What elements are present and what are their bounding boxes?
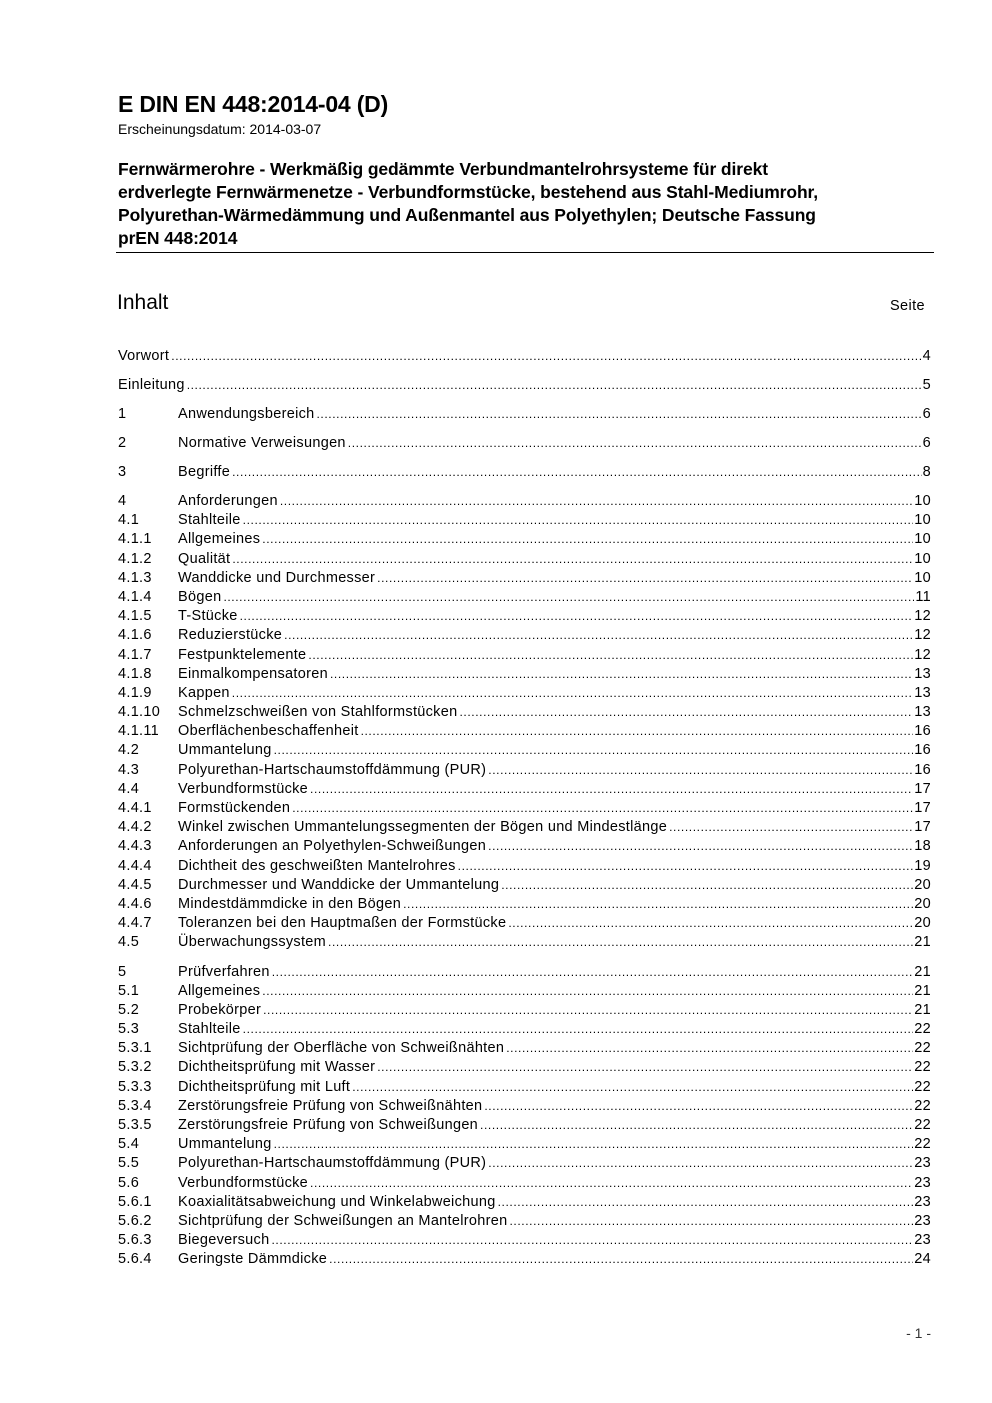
toc-leader-dots — [223, 588, 914, 607]
toc-entry[interactable] — [118, 703, 931, 722]
toc-entry-title: Festpunktelemente — [178, 646, 307, 663]
toc-entry-number: 5.3.4 — [118, 1097, 152, 1114]
toc-entry-title: Verbundformstücke — [178, 1174, 309, 1191]
toc-entry[interactable] — [118, 1250, 931, 1269]
toc-entry-page: 13 — [914, 684, 931, 701]
toc-entry[interactable] — [118, 347, 931, 376]
toc-entry-title: Reduzierstücke — [178, 627, 283, 644]
toc-entry-number: 5.3.2 — [118, 1059, 152, 1076]
toc-leader-dots — [501, 876, 913, 895]
toc-entry[interactable] — [118, 741, 931, 760]
toc-entry-page: 17 — [914, 780, 931, 797]
toc-leader-dots — [274, 1135, 914, 1154]
toc-entry[interactable] — [118, 780, 931, 799]
toc-leader-dots — [488, 837, 913, 856]
toc-entry-number: 5.3 — [118, 1021, 140, 1038]
toc-entry-page: 18 — [914, 838, 931, 855]
toc-entry-page: 24 — [914, 1251, 931, 1268]
toc-entry-title: Allgemeines — [178, 531, 261, 548]
toc-entry-page: 21 — [914, 982, 931, 999]
toc-leader-dots — [377, 1058, 913, 1077]
toc-leader-dots — [498, 1193, 914, 1212]
toc-entry-page: 13 — [914, 704, 931, 721]
toc-entry-title: Stahlteile — [178, 1021, 241, 1038]
toc-entry-number: 5.6.3 — [118, 1232, 152, 1249]
toc-entry-page: 13 — [914, 665, 931, 682]
toc-entry[interactable] — [118, 1154, 931, 1173]
toc-entry-page: 23 — [914, 1232, 931, 1249]
toc-page-column-heading: Seite — [889, 298, 925, 314]
toc-entry-number: 4.1.2 — [118, 550, 152, 567]
toc-entry[interactable] — [118, 530, 931, 549]
toc-entry-number: 4.4.1 — [118, 800, 152, 816]
toc-entry-page: 21 — [914, 1001, 931, 1018]
toc-entry-number: 5.6.4 — [118, 1251, 152, 1268]
toc-leader-dots — [232, 550, 913, 569]
toc-entry-title: Durchmesser und Wanddicke der Ummantelung — [178, 876, 500, 893]
toc-entry-title: Sichtprüfung der Schweißungen an Mantelrohren — [178, 1212, 508, 1229]
toc-entry-number: 4.3 — [118, 761, 140, 778]
toc-entry-title: Dichtheit des geschweißten Mantelrohres — [178, 857, 456, 874]
toc-entry-page: 8 — [922, 464, 931, 480]
toc-entry-page: 6 — [922, 435, 931, 451]
toc-leader-dots — [284, 626, 913, 645]
toc-entry-page: 23 — [914, 1174, 931, 1191]
toc-entry-number: 5.6 — [118, 1174, 140, 1191]
toc-entry-number: 4.1.1 — [118, 531, 152, 548]
toc-leader-dots — [480, 1116, 913, 1135]
toc-entry-title: Mindestdämmdicke in den Bögen — [178, 895, 402, 912]
toc-leader-dots — [330, 665, 913, 684]
toc-entry-title: Sichtprüfung der Oberfläche von Schweißnähten — [178, 1040, 505, 1057]
toc-entry-title: Toleranzen bei den Hauptmaßen der Formstücke — [178, 915, 507, 932]
publication-date: Erscheinungsdatum: 2014-03-07 — [118, 121, 322, 137]
toc-entry[interactable] — [118, 607, 931, 626]
toc-entry[interactable] — [118, 895, 931, 914]
toc-leader-dots — [361, 722, 914, 741]
toc-entry-page: 5 — [922, 377, 931, 393]
toc-entry[interactable] — [118, 761, 931, 780]
toc-leader-dots — [310, 780, 913, 799]
toc-entry[interactable] — [118, 511, 931, 530]
toc-entry[interactable] — [118, 1116, 931, 1135]
toc-leader-dots — [508, 914, 913, 933]
toc-entry-page: 19 — [914, 857, 931, 874]
toc-leader-dots — [262, 982, 913, 1001]
toc-entry-number: 5.6.1 — [118, 1193, 152, 1210]
toc-entry-title: Allgemeines — [178, 982, 261, 999]
toc-entry-page: 10 — [914, 550, 931, 567]
toc-entry-page: 22 — [914, 1117, 931, 1133]
toc-entry-title: Biegeversuch — [178, 1232, 270, 1249]
toc-entry-page: 22 — [914, 1078, 931, 1095]
toc-entry-number: 4.1.5 — [118, 608, 152, 625]
toc-entry-number: 4.1.7 — [118, 646, 152, 663]
toc-entry-number: 5.6.2 — [118, 1212, 152, 1229]
toc-entry[interactable] — [118, 569, 931, 588]
toc-entry[interactable] — [118, 1058, 931, 1077]
toc-entry-page: 16 — [914, 761, 931, 778]
toc-leader-dots — [459, 703, 913, 722]
toc-entry[interactable] — [118, 1078, 931, 1097]
toc-entry-number: 4.4.5 — [118, 876, 152, 893]
toc-entry-page: 10 — [914, 569, 931, 586]
toc-entry-number: 4.4 — [118, 780, 140, 797]
toc-entry[interactable] — [118, 1001, 931, 1020]
toc-leader-dots — [232, 463, 922, 482]
toc-entry-title: Probekörper — [178, 1001, 262, 1018]
toc-entry[interactable] — [118, 857, 931, 876]
toc-entry-page: 22 — [914, 1097, 931, 1114]
toc-leader-dots — [187, 376, 922, 395]
toc-leader-dots — [348, 434, 922, 453]
toc-entry-number: 4 — [118, 493, 127, 509]
toc-entry-title: Qualität — [178, 550, 231, 567]
toc-entry-page: 11 — [915, 588, 931, 605]
toc-leader-dots — [308, 646, 913, 665]
toc-entry-page: 22 — [914, 1059, 931, 1076]
toc-entry-page: 10 — [914, 493, 931, 509]
toc-entry-title: Dichtheitsprüfung mit Wasser — [178, 1059, 376, 1076]
toc-entry-title: Verbundformstücke — [178, 780, 309, 797]
toc-leader-dots — [271, 1231, 913, 1250]
toc-leader-dots — [377, 569, 913, 588]
toc-leader-dots — [488, 761, 913, 780]
toc-entry-number: 4.5 — [118, 934, 140, 951]
toc-entry-number: 1 — [118, 406, 127, 422]
toc-entry-title: Winkel zwischen Ummantelungssegmenten der Bögen und Mindestlänge — [178, 819, 668, 836]
toc-entry-title: Polyurethan-Hartschaumstoffdämmung (PUR) — [178, 761, 487, 778]
toc-entry-title: Anwendungsbereich — [178, 406, 315, 422]
toc-entry-number: 4.1.10 — [118, 704, 161, 721]
toc-entry-title: Begriffe — [178, 464, 231, 480]
toc-entry-title: Einleitung — [118, 377, 185, 393]
toc-entry[interactable] — [118, 914, 931, 933]
toc-entry-title: Vorwort — [118, 348, 170, 364]
toc-entry-title: Polyurethan-Hartschaumstoffdämmung (PUR) — [178, 1155, 487, 1172]
toc-entry[interactable] — [118, 434, 931, 463]
toc-leader-dots — [317, 405, 922, 424]
toc-entry-page: 17 — [914, 819, 931, 836]
toc-leader-dots — [669, 818, 913, 837]
toc-entry[interactable] — [118, 665, 931, 684]
toc-leader-dots — [232, 684, 913, 703]
title-line: Fernwärmerohre - Werkmäßig gedämmte Verbundmantelrohrsysteme für direkt — [118, 159, 768, 179]
toc-heading: Inhalt — [117, 291, 169, 314]
toc-entry-number: 2 — [118, 435, 127, 451]
toc-entry-page: 16 — [914, 742, 931, 759]
toc-entry-title: T-Stücke — [178, 608, 238, 625]
toc-entry[interactable] — [118, 933, 931, 952]
toc-entry-number: 4.1.3 — [118, 569, 152, 586]
toc-leader-dots — [458, 857, 914, 876]
toc-entry-title: Normative Verweisungen — [178, 435, 346, 451]
toc-entry-title: Stahlteile — [178, 512, 241, 529]
toc-entry[interactable] — [118, 818, 931, 837]
toc-entry[interactable] — [118, 837, 931, 856]
toc-leader-dots — [509, 1212, 913, 1231]
toc-entry-title: Geringste Dämmdicke — [178, 1251, 328, 1268]
toc-leader-dots — [243, 511, 914, 530]
toc-entry-title: Anforderungen an Polyethylen-Schweißungen — [178, 838, 487, 855]
toc-leader-dots — [263, 1001, 913, 1020]
page-number: - 1 - — [906, 1325, 931, 1341]
toc-leader-dots — [171, 347, 921, 366]
toc-entry[interactable] — [118, 684, 931, 703]
table-of-contents — [118, 347, 931, 1270]
toc-leader-dots — [328, 933, 913, 952]
toc-entry[interactable] — [118, 492, 931, 511]
toc-entry-page: 23 — [914, 1155, 931, 1172]
toc-entry[interactable] — [118, 626, 931, 645]
toc-entry-number: 4.1.9 — [118, 684, 152, 701]
toc-entry-title: Überwachungssystem — [178, 934, 327, 951]
toc-entry-page: 20 — [914, 876, 931, 893]
toc-entry-page: 22 — [914, 1040, 931, 1057]
document-id: E DIN EN 448:2014-04 (D) — [118, 91, 389, 117]
toc-entry-number: 5.3.5 — [118, 1117, 152, 1133]
toc-leader-dots — [240, 607, 914, 626]
title-line: Polyurethan-Wärmedämmung und Außenmantel aus Polyethylen; Deutsche Fassung — [118, 205, 816, 225]
toc-entry-title: Formstückenden — [178, 800, 291, 816]
toc-entry-title: Zerstörungsfreie Prüfung von Schweißungen — [178, 1117, 479, 1133]
toc-entry[interactable] — [118, 376, 931, 405]
toc-entry-page: 17 — [914, 800, 931, 816]
toc-entry[interactable] — [118, 1097, 931, 1116]
toc-leader-dots — [329, 1250, 913, 1269]
toc-entry-page: 21 — [914, 934, 931, 951]
toc-entry-page: 10 — [914, 512, 931, 529]
toc-entry-number: 4.4.3 — [118, 838, 152, 855]
toc-leader-dots — [488, 1154, 913, 1173]
toc-entry-page: 20 — [914, 895, 931, 912]
toc-leader-dots — [292, 799, 913, 818]
toc-entry-page: 22 — [914, 1136, 931, 1153]
toc-entry-page: 12 — [914, 627, 931, 644]
toc-entry[interactable] — [118, 982, 931, 1001]
toc-leader-dots — [243, 1020, 914, 1039]
toc-entry-title: Dichtheitsprüfung mit Luft — [178, 1078, 351, 1095]
toc-entry-page: 6 — [922, 406, 931, 422]
toc-leader-dots — [403, 895, 913, 914]
toc-entry-number: 5 — [118, 963, 127, 980]
title-line: erdverlegte Fernwärmenetze - Verbundformstücke, bestehend aus Stahl-Mediumrohr, — [118, 182, 819, 202]
toc-leader-dots — [506, 1039, 913, 1058]
toc-entry-number: 4.1.6 — [118, 627, 152, 644]
toc-entry-number: 3 — [118, 464, 127, 480]
toc-leader-dots — [272, 963, 914, 982]
toc-entry-number: 4.1 — [118, 512, 140, 529]
toc-entry-title: Kappen — [178, 684, 230, 701]
toc-entry-title: Einmalkompensatoren — [178, 665, 328, 682]
toc-entry-page: 16 — [914, 723, 931, 740]
toc-entry-page: 4 — [922, 348, 931, 364]
toc-entry-page: 10 — [914, 531, 931, 548]
toc-entry-number: 4.4.2 — [118, 819, 152, 836]
toc-entry-number: 5.1 — [118, 982, 140, 999]
toc-leader-dots — [274, 741, 914, 760]
toc-entry[interactable] — [118, 463, 931, 492]
toc-entry[interactable] — [118, 405, 931, 434]
toc-entry-page: 23 — [914, 1193, 931, 1210]
toc-entry-page: 12 — [914, 608, 931, 625]
toc-entry-title: Oberflächenbeschaffenheit — [178, 723, 359, 740]
toc-entry-page: 23 — [914, 1212, 931, 1229]
toc-entry[interactable] — [118, 799, 931, 818]
toc-entry-title: Koaxialitätsabweichung und Winkelabweichung — [178, 1193, 496, 1210]
toc-entry[interactable] — [118, 1135, 931, 1154]
title-divider — [116, 252, 934, 253]
toc-entry-number: 4.1.11 — [118, 723, 160, 740]
toc-leader-dots — [262, 530, 913, 549]
toc-entry-title: Ummantelung — [178, 742, 272, 759]
toc-entry[interactable] — [118, 1039, 931, 1058]
toc-entry-number: 4.1.8 — [118, 665, 152, 682]
toc-entry-title: Wanddicke und Durchmesser — [178, 569, 376, 586]
toc-entry-page: 12 — [914, 646, 931, 663]
toc-entry-title: Schmelzschweißen von Stahlformstücken — [178, 704, 458, 721]
toc-entry-number: 5.4 — [118, 1136, 140, 1153]
toc-entry-number: 5.5 — [118, 1155, 140, 1172]
toc-entry-number: 4.4.4 — [118, 857, 152, 874]
toc-entry-number: 4.2 — [118, 742, 140, 759]
toc-entry[interactable] — [118, 722, 931, 741]
toc-entry[interactable] — [118, 550, 931, 569]
toc-entry-number: 5.2 — [118, 1001, 140, 1018]
toc-entry-number: 5.3.1 — [118, 1040, 152, 1057]
toc-entry-number: 4.4.7 — [118, 915, 152, 932]
toc-entry[interactable] — [118, 1193, 931, 1212]
toc-entry[interactable] — [118, 963, 931, 982]
document-title — [118, 158, 938, 250]
toc-entry[interactable] — [118, 1212, 931, 1231]
toc-entry-title: Bögen — [178, 588, 222, 605]
toc-entry-page: 21 — [914, 963, 931, 980]
toc-entry[interactable] — [118, 588, 931, 607]
toc-leader-dots — [310, 1174, 913, 1193]
toc-entry-title: Zerstörungsfreie Prüfung von Schweißnähten — [178, 1097, 483, 1114]
toc-entry[interactable] — [118, 646, 931, 665]
toc-entry[interactable] — [118, 1174, 931, 1193]
toc-entry-title: Prüfverfahren — [178, 963, 270, 980]
toc-entry-page: 20 — [914, 915, 931, 932]
toc-entry-title: Anforderungen — [178, 493, 278, 509]
toc-entry-page: 22 — [914, 1021, 931, 1038]
toc-entry-title: Ummantelung — [178, 1136, 272, 1153]
toc-entry[interactable] — [118, 1020, 931, 1039]
toc-entry[interactable] — [118, 876, 931, 895]
toc-entry-number: 5.3.3 — [118, 1078, 152, 1095]
toc-leader-dots — [352, 1078, 913, 1097]
toc-leader-dots — [280, 492, 913, 511]
toc-entry-number: 4.4.6 — [118, 895, 152, 912]
toc-entry[interactable] — [118, 1231, 931, 1250]
title-line: prEN 448:2014 — [118, 228, 238, 248]
toc-entry-number: 4.1.4 — [118, 588, 152, 605]
toc-leader-dots — [484, 1097, 913, 1116]
